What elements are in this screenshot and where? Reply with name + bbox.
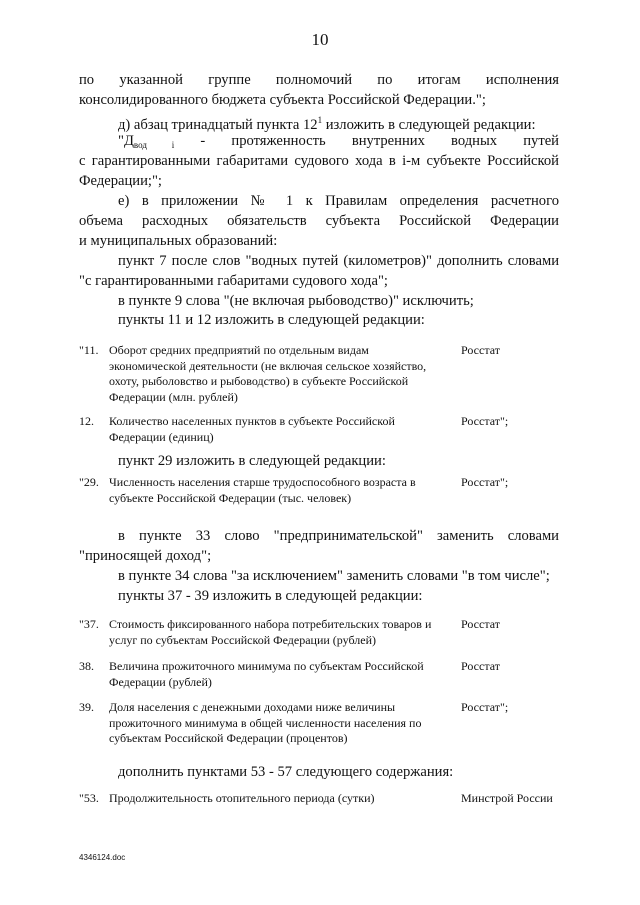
paragraph-line: пункт 29 изложить в следующей редакции: — [118, 453, 386, 469]
text-run: д) абзац тринадцатый пункта 12 — [118, 117, 318, 133]
page-number: 10 — [311, 30, 329, 49]
row-number: "29. — [79, 475, 99, 489]
row-source: Росстат — [461, 343, 500, 357]
text-run: изложить в следующей редакции: — [322, 117, 536, 133]
row-source: Росстат"; — [461, 700, 509, 714]
subscript: вод i — [133, 140, 175, 150]
text-run: - протяженность внутренних водных путей — [174, 133, 559, 149]
paragraph-line: в пункте 33 слово "предпринимательской" заменить словами — [118, 528, 559, 544]
row-description: Величина прожиточного минимума по субъектам Российской Федерации (рублей) — [109, 659, 424, 689]
row-source: Росстат"; — [461, 414, 509, 428]
paragraph-line: с гарантированными габаритами судового хода в i-м субъекте Российской — [79, 153, 559, 169]
row-description: Оборот средних предприятий по отдельным видам экономической деятельности (не включая сельское хозяйство, охоту, рыболовство и рыбоводство) в субъекте Российской Федерации (млн. рублей) — [109, 343, 427, 404]
paragraph-item-e: е) в приложении № 1 к Правилам определения расчетного — [118, 193, 559, 209]
paragraph-line: Федерации;"; — [79, 173, 162, 189]
paragraph-line: пункты 37 - 39 изложить в следующей редакции: — [118, 588, 423, 604]
row-source: Росстат"; — [461, 475, 509, 489]
row-number: 12. — [79, 414, 94, 428]
paragraph-line: "с гарантированными габаритами судового хода"; — [79, 273, 388, 289]
text-run — [118, 133, 174, 149]
row-number: 39. — [79, 700, 94, 714]
superscript: 1 — [317, 115, 323, 125]
paragraph-line: дополнить пунктами 53 - 57 следующего содержания: — [118, 764, 454, 780]
row-number: 38. — [79, 659, 94, 673]
paragraph-line: по указанной группе полномочий по итогам исполнения — [79, 72, 559, 88]
row-source: Минстрой России — [461, 791, 553, 805]
row-description: Продолжительность отопительного периода (сутки) — [109, 791, 375, 805]
row-number: "37. — [79, 617, 99, 631]
paragraph-line: в пункте 9 слова "(не включая рыбоводство)" исключить; — [118, 293, 474, 309]
row-source: Росстат — [461, 659, 500, 673]
row-number: "11. — [79, 343, 99, 357]
paragraph-line: пункты 11 и 12 изложить в следующей редакции: — [118, 312, 425, 328]
row-description: Доля населения с денежными доходами ниже величины прожиточного минимума в общей численности населения по субъектам Российской Федерации (процентов) — [109, 700, 422, 745]
row-number: "53. — [79, 791, 99, 805]
paragraph-line: консолидированного бюджета субъекта Российской Федерации."; — [79, 92, 486, 108]
paragraph-line: и муниципальных образований: — [79, 233, 278, 249]
paragraph-line: "приносящей доход"; — [79, 548, 212, 564]
row-source: Росстат — [461, 617, 500, 631]
footer-filename: 4346124.doc — [79, 853, 126, 862]
paragraph-line: пункт 7 после слов "водных путей (километров)" дополнить словами — [118, 253, 559, 269]
row-description: Стоимость фиксированного набора потребительских товаров и услуг по субъектам Российской Федерации (рублей) — [109, 617, 432, 647]
paragraph-line: в пункте 34 слова "за исключением" заменить словами "в том числе"; — [118, 568, 550, 584]
row-description: Количество населенных пунктов в субъекте Российской Федерации (единиц) — [109, 414, 395, 444]
row-description: Численность населения старше трудоспособного возраста в субъекте Российской Федерации (тыс. человек) — [109, 475, 416, 505]
symbol-d: "Д — [118, 133, 134, 149]
paragraph-line: объема расходных обязательств субъекта Российской Федерации — [79, 213, 559, 229]
